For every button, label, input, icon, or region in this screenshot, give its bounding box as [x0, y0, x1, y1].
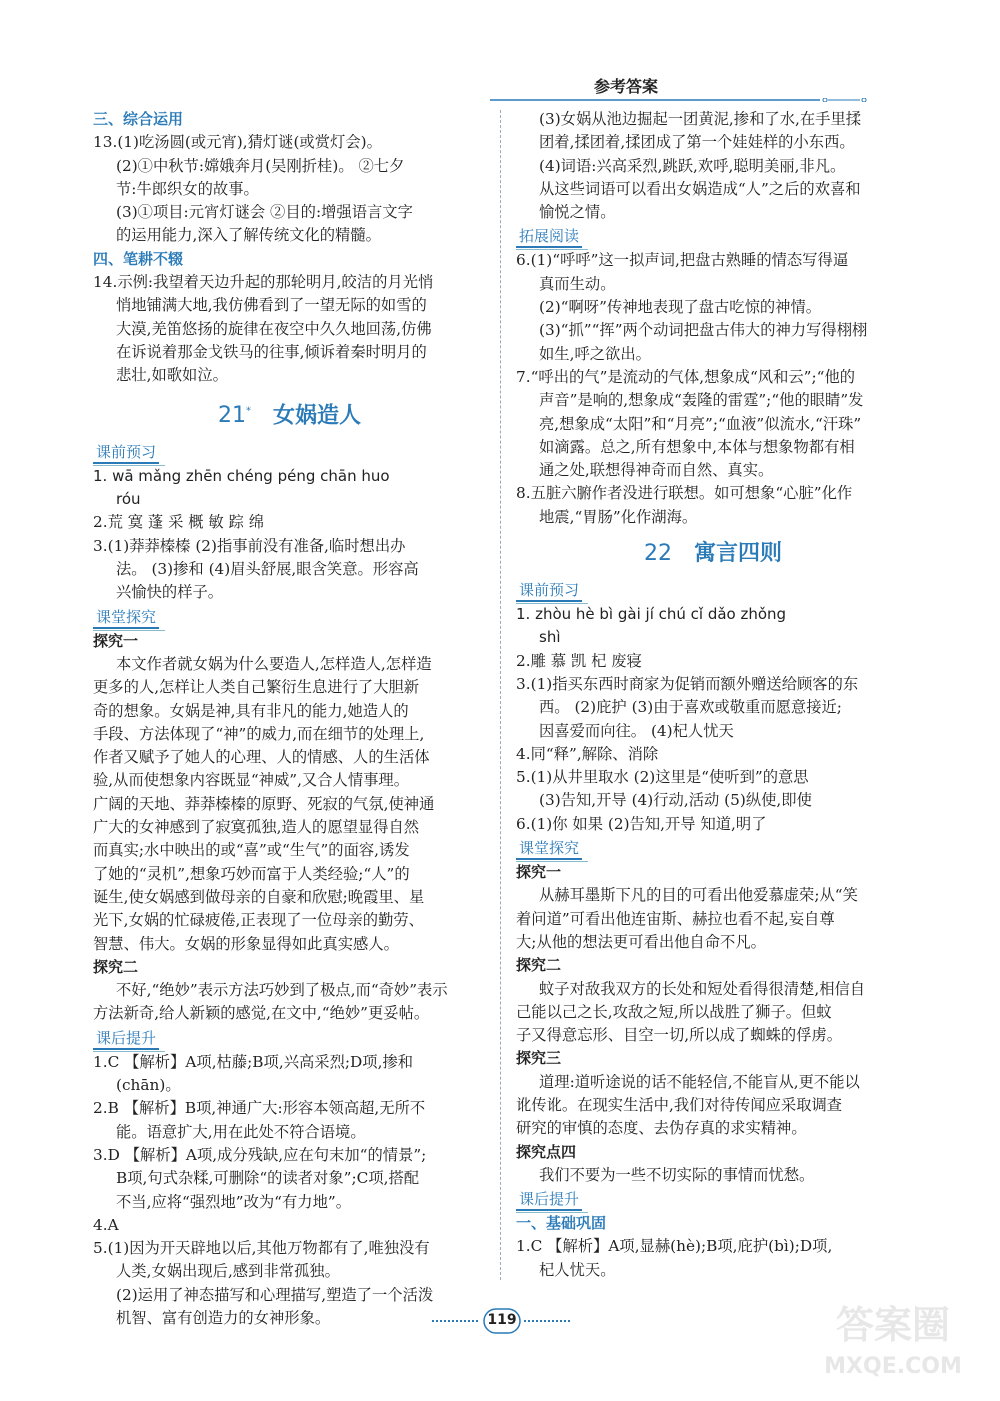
answer-line: 大漠,羌笛悠扬的旋律在夜空中久久地回荡,仿佛 — [116, 319, 432, 338]
answer-line: 了她的“灵机”,想象巧妙而富于人类经验;“人”的 — [93, 864, 410, 883]
answer-line: 机智、富有创造力的女神形象。 — [116, 1308, 331, 1327]
answer-line: 亮,想象成“太阳”和“月亮”;“血液”似流水,“汗珠” — [539, 414, 862, 433]
answer-line: 智慧、伟大。女娲的形象显得如此真实感人。 — [93, 934, 399, 953]
answer-line: 广大的女神感到了寂寞孤独,造人的愿望显得自然 — [93, 818, 420, 837]
page-number-text: 119 — [487, 1312, 517, 1328]
answer-line: 手段、方法体现了“神”的威力,而在细节的处理上, — [93, 724, 425, 743]
answer-line: 从赫耳墨斯下凡的目的可看出他爱慕虚荣;从“笑 — [539, 886, 858, 905]
answer-line: 2.B 【解析】B项,神通广大:形容本领高超,无所不 — [93, 1099, 426, 1118]
answer-line: 光下,女娲的忙碌疲倦,正表现了一位母亲的勤劳、 — [93, 911, 424, 930]
answer-line: 杞人忧天。 — [539, 1260, 616, 1279]
left-column — [93, 108, 486, 1330]
lesson-number: 22 — [643, 541, 672, 567]
answer-line: 讹传讹。在现实生活中,我们对待传闻应采取调查 — [516, 1095, 843, 1114]
answer-line: 8.五脏六腑作者没进行联想。如可想象“心脏”化作 — [516, 484, 853, 503]
answer-line: shì — [539, 628, 561, 647]
subheading: 探究二 — [516, 956, 562, 975]
lesson-title: 女娲造人 — [272, 401, 361, 428]
subheading: 探究二 — [93, 957, 139, 976]
answer-line: 法。 (3)掺和 (4)眉头舒展,眼含笑意。形容高 — [116, 560, 419, 579]
answer-line: 奇的想象。女娲是神,具有非凡的能力,她造人的 — [93, 701, 409, 720]
answer-line: 真而生动。 — [539, 274, 616, 293]
answer-line: 7.“呼出的气”是流动的气体,想象成“风和云”;“他的 — [516, 367, 856, 386]
answer-line: 方法新奇,给人新颖的感觉,在文中,“绝妙”更妥帖。 — [93, 1004, 430, 1023]
watermark-url: MXQE.COM — [824, 1354, 962, 1379]
answer-line: 1.C 【解析】A项,显赫(hè);B项,庇护(bì);D项, — [516, 1237, 833, 1256]
answer-line: (2)“啊呀”传神地表现了盘古吃惊的神情。 — [539, 298, 822, 317]
answer-line: 5.(1)因为开天辟地以后,其他万物都有了,唯独没有 — [93, 1239, 430, 1258]
answer-line: 兴愉快的样子。 — [116, 583, 224, 602]
answer-line: 4.A — [93, 1215, 119, 1234]
answer-line: (2)①中秋节:嫦娥奔月(吴刚折桂)。 ②七夕 — [116, 156, 405, 175]
answer-line: 西。 (2)庇护 (3)由于喜欢或敬重而愿意接近; — [539, 698, 842, 717]
tab-label: 课后提升 — [516, 1189, 582, 1211]
answer-line: 悄地铺满大地,我仿佛看到了一望无际的如雪的 — [116, 296, 427, 315]
right-column — [516, 108, 910, 1282]
answer-line: 研究的审慎的态度、去伪存真的求实精神。 — [516, 1119, 807, 1138]
watermark-text: 答案圈 — [835, 1303, 951, 1347]
answer-line: 2.雕 慕 凯 杞 废寝 — [516, 651, 642, 670]
answer-line: 更多的人,怎样让人类自己繁衍生息进行了大胆新 — [93, 678, 420, 697]
answer-line: 2.荒 寞 蓬 采 概 敏 踪 绵 — [93, 513, 265, 532]
answer-line: 地震,“胃肠”化作湖海。 — [539, 507, 698, 526]
column-divider — [500, 110, 502, 1280]
answer-line: (3)告知,开导 (4)行动,活动 (5)纵使,即使 — [539, 791, 812, 810]
answer-line: (chān)。 — [116, 1076, 181, 1095]
answer-line: 声音”是响的,想象成“轰隆的雷霆”;“他的眼睛”发 — [539, 391, 864, 410]
answer-line: (2)运用了神态描写和心理描写,塑造了一个活泼 — [116, 1285, 434, 1304]
answer-line: (3)“抓”“挥”两个动词把盘古伟大的神力写得栩栩 — [539, 321, 868, 340]
header-title: 参考答案 — [594, 77, 659, 96]
answer-line: 节:牛郎织女的故事。 — [116, 179, 259, 198]
answer-line: 道理:道听途说的话不能轻信,不能盲从,更不能以 — [539, 1072, 860, 1091]
subheading: 探究一 — [516, 863, 562, 882]
answer-line: 1. wā mǎng zhēn chéng péng chān huo — [93, 466, 390, 485]
subheading: 探究点四 — [516, 1142, 577, 1161]
answer-line: 人类,女娲出现后,感到非常孤独。 — [116, 1262, 340, 1281]
answer-line: (3)女娲从池边掘起一团黄泥,掺和了水,在手里揉 — [539, 110, 862, 128]
answer-line: 不当,应将“强烈地”改为“有力地”。 — [116, 1192, 352, 1211]
tab-label: 课前预习 — [516, 580, 582, 602]
answer-line: 团着,揉团着,揉团成了第一个娃娃样的小东西。 — [539, 133, 855, 152]
answer-line: 因喜爱而向往。 (4)杞人忧天 — [539, 721, 734, 740]
answer-line: 从这些词语可以看出女娲造成“人”之后的欢喜和 — [539, 179, 861, 198]
lesson-number: 21 — [217, 402, 246, 428]
lesson-mark: * — [245, 405, 251, 417]
answer-line: 在诉说着那金戈铁马的往事,倾诉着秦时明月的 — [116, 342, 427, 361]
answer-line: 如滴露。总之,所有想象中,本体与想象物都有相 — [539, 437, 855, 456]
subheading: 探究一 — [93, 631, 139, 650]
section-title: 四、笔耕不辍 — [93, 249, 184, 268]
lesson-title: 寓言四则 — [693, 540, 782, 567]
answer-line: 6.(1)“呼呼”这一拟声词,把盘古熟睡的情态写得逼 — [516, 251, 849, 270]
answer-line: 3.(1)指买东西时商家为促销而额外赠送给顾客的东 — [516, 674, 859, 693]
answer-line: 5.(1)从井里取水 (2)这里是“使听到”的意思 — [516, 768, 809, 787]
header-decoration — [490, 98, 870, 102]
answer-line: 本文作者就女娲为什么要造人,怎样造人,怎样造 — [116, 654, 432, 673]
lesson-heading — [516, 535, 910, 572]
subheading: 探究三 — [516, 1049, 562, 1068]
section-title: 一、基础巩固 — [516, 1214, 607, 1233]
answer-line: 1. zhòu hè bì gài jí chú cǐ dǎo zhǒng — [516, 605, 787, 624]
answer-line: 不好,“绝妙”表示方法巧妙到了极点,而“奇妙”表示 — [116, 981, 448, 1000]
answer-line: 通之处,联想得神奇而自然、真实。 — [539, 461, 774, 480]
answer-line: 能。语意扩大,用在此处不符合语境。 — [116, 1122, 366, 1141]
answer-line: (4)词语:兴高采烈,跳跃,欢呼,聪明美丽,非凡。 — [539, 156, 846, 175]
answer-line: 4.同“释”,解除、消除 — [516, 744, 659, 763]
answer-line: 我们不要为一些不切实际的事情而忧愁。 — [539, 1165, 815, 1184]
answer-line: 着问道”可看出他连宙斯、赫拉也看不起,妄自尊 — [516, 909, 835, 928]
answer-line: 3.(1)莽莽榛榛 (2)指事前没有准备,临时想出办 — [93, 536, 406, 555]
answer-line: 诞生,使女娲感到做母亲的自豪和欣慰;晚霞里、星 — [93, 887, 425, 906]
tab-label: 课前预习 — [93, 442, 159, 464]
tab-label: 拓展阅读 — [516, 226, 582, 248]
answer-line: róu — [116, 490, 141, 509]
tab-label: 课后提升 — [93, 1028, 159, 1050]
answer-line: 己能以己之长,攻敌之短,所以战胜了狮子。但蚊 — [516, 1002, 832, 1021]
answer-line: 子又得意忘形、目空一切,所以成了蜘蛛的俘虏。 — [516, 1026, 843, 1045]
answer-line: (3)①项目:元宵灯谜会 ②目的:增强语言文字 — [116, 203, 413, 222]
answer-line: 作者又赋予了她人的心理、人的情感、人的生活体 — [93, 748, 430, 767]
answer-line: 蚊子对敌我双方的长处和短处看得很清楚,相信自 — [539, 979, 866, 998]
answer-line: 1.C 【解析】A项,枯藤;B项,兴高采烈;D项,掺和 — [93, 1052, 414, 1071]
page-number — [432, 1306, 572, 1336]
answer-line: 广阔的天地、莽莽榛榛的原野、死寂的气氛,使神通 — [93, 794, 435, 813]
watermark-logo — [808, 1293, 978, 1383]
answer-line: 14.示例:我望着天边升起的那轮明月,皎洁的月光悄 — [93, 273, 434, 292]
tab-label: 课堂探究 — [93, 607, 159, 629]
answer-line: 而真实;水中映出的或“喜”或“生气”的面容,诱发 — [93, 841, 410, 860]
tab-label: 课堂探究 — [516, 838, 582, 860]
answer-line: 验,从而使想象内容既显“神威”,又合人情事理。 — [93, 771, 410, 790]
lesson-heading — [93, 394, 486, 434]
answer-line: 如生,呼之欲出。 — [539, 344, 651, 363]
answer-line: 13.(1)吃汤圆(或元宵),猜灯谜(或赏灯会)。 — [93, 133, 382, 152]
answer-line: 大;从他的想法更可看出他自命不凡。 — [516, 932, 766, 951]
answer-line: 6.(1)你 如果 (2)告知,开导 知道,明了 — [516, 814, 767, 833]
section-title: 三、综合运用 — [93, 110, 184, 128]
answer-line: 的运用能力,深入了解传统文化的精髓。 — [116, 226, 381, 245]
answer-line: B项,句式杂糅,可删除“的读者对象”;C项,搭配 — [116, 1169, 420, 1188]
answer-line: 悲壮,如歌如泣。 — [116, 366, 228, 385]
answer-line: 愉悦之情。 — [539, 203, 616, 222]
answer-line: 3.D 【解析】A项,成分残缺,应在句末加“的情景”; — [93, 1145, 427, 1164]
